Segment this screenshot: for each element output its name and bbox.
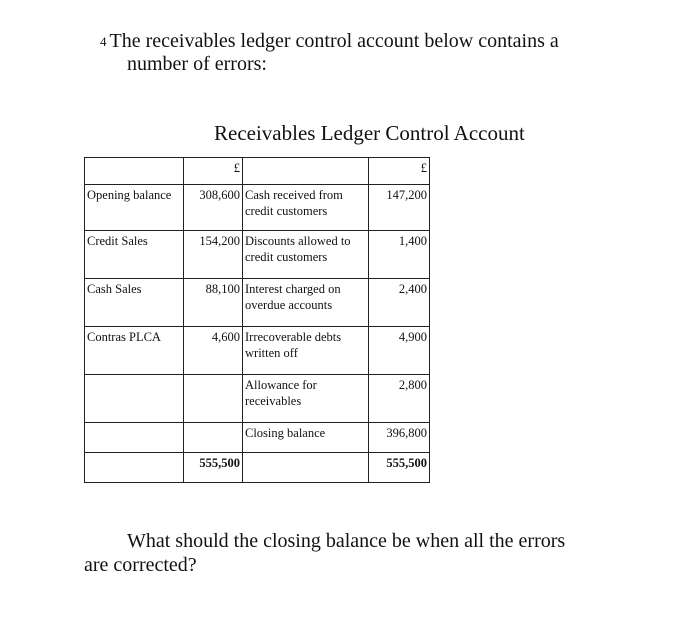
credit-label-line-2: written off — [245, 346, 298, 360]
credit-label — [243, 327, 369, 375]
credit-label-line-1: Irrecoverable debts — [245, 330, 342, 344]
ledger-row — [85, 231, 430, 279]
credit-label-line-1: Allowance for — [245, 378, 317, 392]
account-title: Receivables Ledger Control Account — [214, 121, 525, 145]
total-credit: 555,500 — [369, 453, 430, 483]
ledger-table — [84, 157, 430, 483]
totals-cell-empty-left — [85, 453, 184, 483]
debit-label — [85, 423, 184, 453]
currency-row — [85, 158, 430, 185]
credit-label — [243, 185, 369, 231]
debit-amount: 4,600 — [184, 327, 243, 375]
question-line-1 — [100, 30, 559, 53]
debit-amount: 154,200 — [184, 231, 243, 279]
ledger-row — [85, 279, 430, 327]
currency-symbol-left: £ — [184, 158, 243, 185]
credit-label-line-1: Interest charged on — [245, 282, 341, 296]
debit-label: Contras PLCA — [85, 327, 184, 375]
ledger-row — [85, 375, 430, 423]
debit-amount: 308,600 — [184, 185, 243, 231]
credit-amount: 4,900 — [369, 327, 430, 375]
debit-amount — [184, 375, 243, 423]
credit-amount: 147,200 — [369, 185, 430, 231]
credit-amount: 2,800 — [369, 375, 430, 423]
credit-amount: 1,400 — [369, 231, 430, 279]
credit-label — [243, 279, 369, 327]
ledger-row — [85, 185, 430, 231]
debit-label: Opening balance — [85, 185, 184, 231]
ledger-row — [85, 423, 430, 453]
debit-label: Cash Sales — [85, 279, 184, 327]
credit-label-line-1: Cash received from — [245, 188, 343, 202]
credit-label-line-2: credit customers — [245, 204, 328, 218]
credit-label — [243, 375, 369, 423]
currency-cell-empty-right — [243, 158, 369, 185]
totals-cell-empty-right — [243, 453, 369, 483]
credit-label-line-1: Closing balance — [245, 426, 326, 440]
footer-question-line-2: are corrected? — [84, 554, 197, 576]
credit-label — [243, 423, 369, 453]
credit-label — [243, 231, 369, 279]
currency-symbol-right: £ — [369, 158, 430, 185]
currency-cell-empty-left — [85, 158, 184, 185]
debit-amount — [184, 423, 243, 453]
ledger-row — [85, 327, 430, 375]
credit-amount: 2,400 — [369, 279, 430, 327]
credit-label-line-1: Discounts allowed to — [245, 234, 351, 248]
total-debit: 555,500 — [184, 453, 243, 483]
credit-label-line-2: credit customers — [245, 250, 328, 264]
debit-label: Credit Sales — [85, 231, 184, 279]
credit-label-line-2: receivables — [245, 394, 302, 408]
debit-amount: 88,100 — [184, 279, 243, 327]
footer-question-line-1: What should the closing balance be when all the errors — [127, 530, 566, 552]
debit-label — [85, 375, 184, 423]
question-line-2: number of errors: — [127, 53, 267, 75]
credit-amount: 396,800 — [369, 423, 430, 453]
credit-label-line-2: overdue accounts — [245, 298, 333, 312]
question-text-1: The receivables ledger control account below contains a — [109, 30, 559, 52]
question-number: 4 — [100, 34, 107, 49]
totals-row — [85, 453, 430, 483]
